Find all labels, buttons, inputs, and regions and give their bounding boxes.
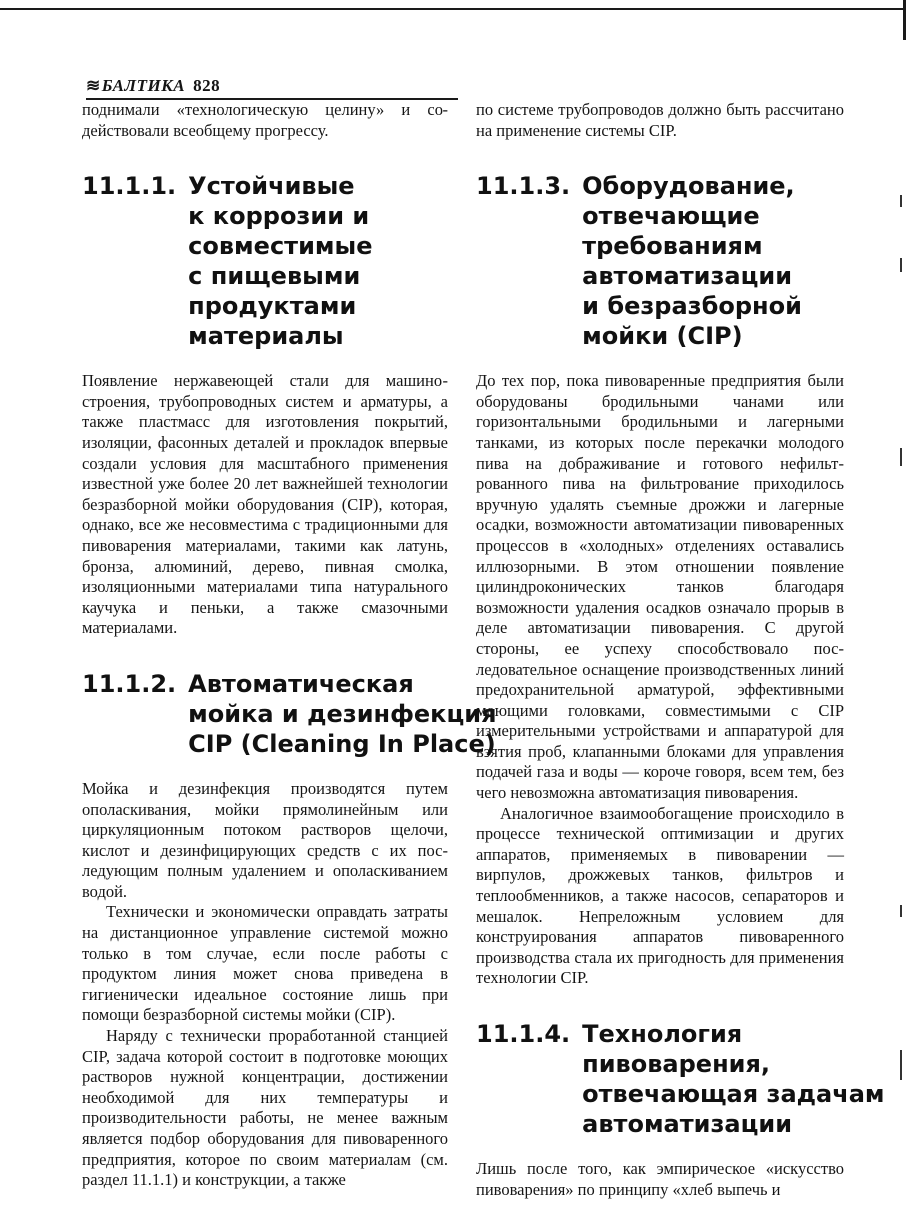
text-line: нии — вирпулов, дрожжевых танков, фильт <box>476 844 844 885</box>
text-line: во пивоварения» по принципу «хлеб выпечь и <box>476 1159 844 1199</box>
text-line: ного предприятия, которое по своим материа <box>82 1129 448 1169</box>
text-line: рованного пива на фильтрование приходилось <box>476 474 844 494</box>
text-line: прорыв в деле автоматизации пивоварения. С <box>476 597 845 638</box>
text-line: дования (CIP), которая, однако, все же несов <box>82 494 449 535</box>
paragraph <box>82 779 448 903</box>
section-heading-11-1-1: 11.1.1. Устойчивые к коррозии и совместимые с пищевыми продуктами материалы <box>82 172 373 351</box>
brand-name: БАЛТИКА <box>101 76 186 95</box>
text-line: другой стороны, ее успеху способствовало пос <box>476 618 844 658</box>
paragraph <box>476 1159 844 1200</box>
text-line: других аппаратов, применяемых в пивоваре <box>476 824 844 864</box>
text-line: местима с традиционными для пивоварения <box>82 515 449 555</box>
text-line: менения технологии CIP. <box>476 947 844 988</box>
text-line: Лишь после того, как эмпирическое «искусст <box>476 1159 829 1178</box>
text-line: поднимали «технологическую целину» и со <box>82 100 448 119</box>
text-line: Появление нержавеющей стали для машино <box>82 371 448 391</box>
text-line: ренных процессов в «холодных» отделениях <box>476 515 844 555</box>
text-line: даря возможности удаления осадков означало <box>476 577 844 617</box>
edge-mark <box>900 258 902 272</box>
paragraph <box>82 371 448 639</box>
text-line: считано на применение системы CIP. <box>476 100 844 140</box>
text-line: нейшей технологии безразборной мойки обору <box>82 474 448 514</box>
edge-mark <box>900 448 902 466</box>
text-line: пеньки, а также смазочными материалами. <box>82 597 448 638</box>
text-line: является подбор оборудования для пивоварен <box>82 1129 417 1148</box>
text-line: мойки (CIP). <box>306 1005 396 1025</box>
paragraph <box>476 371 844 803</box>
right-border-mark <box>903 0 906 40</box>
right-column <box>476 100 885 1200</box>
edge-mark <box>900 195 902 207</box>
text-line: стижении необходимой для них температуры и <box>82 1067 448 1107</box>
text-line: производительности работы, не менее важным <box>82 1108 448 1128</box>
text-line: автоматизация пивоварения. <box>598 783 799 803</box>
text-line: цией CIP, задача которой состоит в подготовке <box>82 1026 448 1066</box>
text-line: по системе трубопроводов должно быть рас <box>476 100 789 119</box>
text-line: Аналогичное взаимообогащение происхо <box>500 803 797 823</box>
text-line: тивными моющими головками, совместимы <box>476 680 844 720</box>
text-line: дило в процессе технической оптимизации и <box>476 803 845 844</box>
text-line: нием водой. <box>82 861 448 901</box>
text-line: действовали всеобщему прогрессу. <box>82 120 329 140</box>
text-line: а также пластмасс для изготовления покры <box>82 391 448 432</box>
text-line: Наряду с технически проработанной стан <box>106 1026 415 1046</box>
text-line: горизонтальными бродильными и лагерными <box>476 412 844 432</box>
text-line: ками для управления подачей газа и воды — <box>476 741 845 782</box>
text-line: го пива на дображивание и готового нефильт <box>476 432 844 473</box>
brand-logo-icon: ≋ <box>86 76 101 95</box>
text-line: материалами типа натурального каучука и <box>82 577 448 617</box>
page-number: 828 <box>193 76 221 95</box>
running-header <box>86 76 220 96</box>
text-line: применения известной уже более 20 лет важ <box>82 453 448 494</box>
text-line: осадки, возможности автоматизации пивова <box>476 515 792 535</box>
text-line: Технически и экономически оправдать зат <box>106 902 415 922</box>
paragraph <box>82 902 448 1026</box>
paragraph <box>476 804 844 989</box>
text-line: раты на дистанционное управление системой <box>82 902 448 943</box>
text-line: были оборудованы бродильными чанами или <box>476 371 844 411</box>
text-line: линий предохранительной арматурой, эффек <box>476 659 844 700</box>
left-column <box>82 100 497 1191</box>
text-line: тий, изоляции, фасонных деталей и прокладок <box>82 412 448 452</box>
text-line: для конструирования аппаратов пивоваренно <box>476 906 845 947</box>
text-line: короче говоря, всем тем, без чего невозможна <box>476 762 844 803</box>
text-line: ми с CIP измерительными устройствами и ап <box>476 700 844 741</box>
section-heading-11-1-4: 11.1.4. Технология пивоварения, отвечающая задачам автоматизации <box>476 1020 885 1138</box>
text-line: строения, трубопроводных систем и арматуры, <box>82 391 432 411</box>
text-line: лам (см. раздел 11.1.1) и конструкции, а также <box>82 1149 448 1190</box>
paragraph <box>82 1026 448 1191</box>
text-line: ты с продуктом линия может снова при <box>82 943 449 984</box>
text-line: можно только в том случае, если после рабо <box>82 923 448 963</box>
intro-paragraph <box>82 100 448 141</box>
text-line: ведена в гигиенически идеальное состояние <box>82 964 448 1004</box>
edge-mark <box>900 905 902 917</box>
text-line: оставались иллюзорными. В этом отношении <box>476 535 844 576</box>
text-line: миний, дерево, пивная смолка, изоляционными <box>82 556 448 597</box>
text-line: го производства стала их пригодность для при <box>476 927 844 967</box>
text-line: лишь при помощи безразборной системы <box>82 984 448 1025</box>
top-border-line <box>0 8 905 10</box>
text-line: кислот и дезинфицирующих средств с их пос <box>82 840 448 860</box>
text-line: раторов и мешалок. Непреложным условием <box>476 886 844 926</box>
edge-mark <box>900 1050 902 1080</box>
text-line: Мойка и дезинфекция производятся путем <box>82 778 448 798</box>
text-line: впервые создали условия для масштабного <box>82 432 448 473</box>
text-line: вручную удалять съемные дрожжи и лагерные <box>476 494 844 514</box>
text-line: До тех пор, пока пивоваренные предприятия <box>476 371 802 391</box>
text-line: ополаскивания, мойки прямолинейным или <box>82 799 448 819</box>
text-line: моющих растворов нужной концентрации, до <box>82 1046 449 1087</box>
text-line: ледовательное оснащение производственных <box>476 659 796 679</box>
text-line: ров и теплообменников, а также насосов, сепа <box>476 865 844 906</box>
text-line: появление цилиндроконических танков благо <box>476 556 844 597</box>
text-line: материалами, такими как латунь, бронза, алю <box>82 535 449 576</box>
section-heading-11-1-2: 11.1.2. Автоматическая мойка и дезинфекция CIP (Cleaning In Place) <box>82 669 497 758</box>
section-heading-11-1-3: 11.1.3. Оборудование, отвечающие требованиям автоматизации и безразборной мойки (CIP) <box>476 172 802 351</box>
text-line: танками, из которых после перекачки молодо <box>476 432 830 452</box>
text-line: паратурой для взятия проб, клапанными бло <box>476 721 844 761</box>
text-line: ледующим полным удалением и ополаскива <box>82 861 413 881</box>
intro-paragraph <box>476 100 844 141</box>
text-line: циркуляционным потоком растворов щелочи, <box>82 820 448 840</box>
